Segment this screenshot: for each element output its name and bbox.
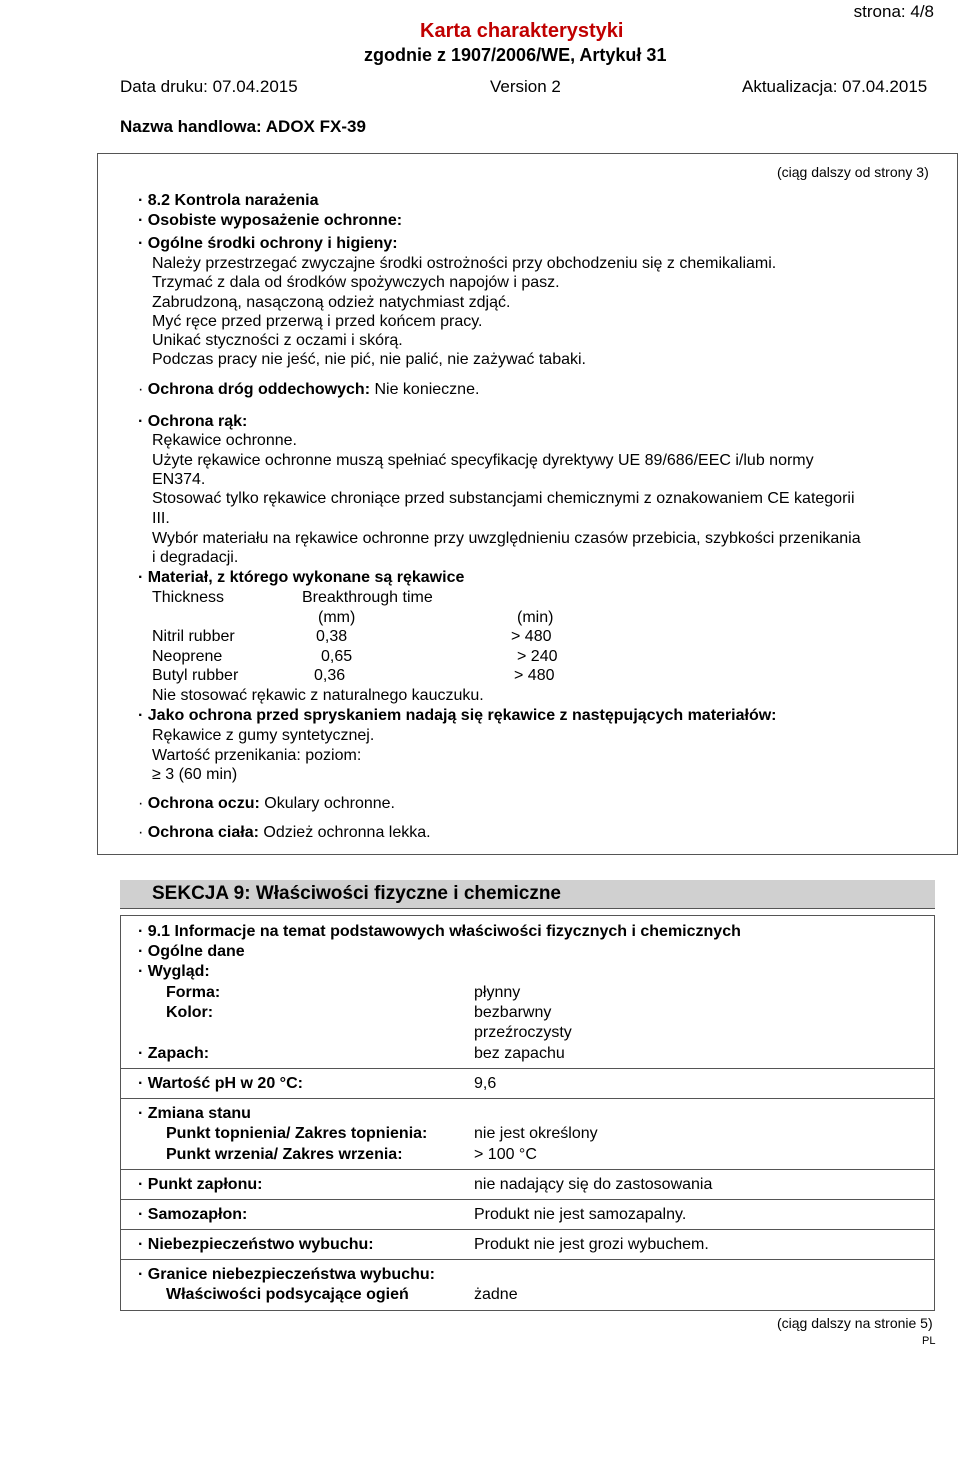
hand-line: Użyte rękawice ochronne muszą spełniać specyfikację dyrektywy UE 89/686/EEC i/lub normy xyxy=(152,452,814,469)
odor-label: Zapach: xyxy=(147,1045,210,1062)
hand-line: III. xyxy=(152,510,170,527)
hygiene-line: Unikać styczności z oczami i skórą. xyxy=(152,332,403,349)
hygiene-line: Trzymać z dala od środków spożywczych napojów i pasz. xyxy=(152,274,560,291)
glove-material-heading: · Materiał, z którego wykonane są rękawice xyxy=(138,569,465,586)
respiratory-value: Nie konieczne. xyxy=(374,381,480,398)
splash-protection-label: Jako ochrona przed spryskaniem nadają się rękawice z następujących materiałów: xyxy=(147,707,777,724)
permeation-level xyxy=(152,766,237,784)
continued-to: (ciąg dalszy na stronie 5) xyxy=(777,1315,933,1331)
section-8-2-heading: · 8.2 Kontrola narażenia xyxy=(138,192,319,209)
flash-point-row: · Punkt zapłonu: xyxy=(138,1176,263,1193)
splash-line: Rękawice z gumy syntetycznej. xyxy=(152,727,375,744)
table-row-thickness: 0,38 xyxy=(316,628,348,645)
divider xyxy=(120,1259,935,1260)
boiling-label: Punkt wrzenia/ Zakres wrzenia: xyxy=(166,1146,403,1163)
boiling-value: > 100 °C xyxy=(474,1146,537,1163)
body-protection-value: Odzież ochronna lekka. xyxy=(263,824,431,841)
general-data-label: Ogólne dane xyxy=(147,943,245,960)
table-row-name: Butyl rubber xyxy=(152,667,239,684)
hand-line: Stosować tylko rękawice chroniące przed substancjami chemicznymi z oznakowaniem CE kategorii xyxy=(152,490,855,507)
explosion-limits-label: Granice niebezpieczeństwa wybuchu: xyxy=(147,1266,435,1283)
hand-protection-heading: · Ochrona rąk: xyxy=(138,413,248,430)
divider xyxy=(120,1068,935,1069)
section-9-1-heading-text: 9.1 Informacje na temat podstawowych właściwości fizycznych i chemicznych xyxy=(147,923,741,940)
table-row-thickness: 0,65 xyxy=(321,648,353,665)
document-title: Karta charakterystyki xyxy=(420,20,624,42)
ppe-heading: · Osobiste wyposażenie ochronne: xyxy=(138,212,403,229)
body-protection-label: Ochrona ciała: xyxy=(147,824,259,841)
hygiene-line: Zabrudzoną, nasączoną odzież natychmiast zdjąć. xyxy=(152,294,511,311)
table-row-time: > 480 xyxy=(511,628,552,645)
hygiene-heading-text: Ogólne środki ochrony i higieny: xyxy=(147,235,398,252)
odor-row: · Zapach: xyxy=(138,1045,210,1062)
hand-protection-text xyxy=(152,432,952,572)
form-label: Forma: xyxy=(166,984,221,1001)
appearance-label: Wygląd: xyxy=(147,963,210,980)
odor-value: bez zapachu xyxy=(474,1045,565,1062)
hygiene-heading: · Ogólne środki ochrony i higieny: xyxy=(138,235,398,252)
table-header-thickness: Thickness xyxy=(152,589,225,606)
respiratory-protection: · Ochrona dróg oddechowych: Nie konieczne. xyxy=(138,381,480,398)
flash-point-value: nie nadający się do zastosowania xyxy=(474,1176,713,1193)
autoignition-row: · Samozapłon: xyxy=(138,1206,248,1223)
hygiene-line: Podczas pracy nie jeść, nie pić, nie palić, nie zażywać tabaki. xyxy=(152,351,586,368)
hand-line: EN374. xyxy=(152,471,206,488)
table-row-name: Neoprene xyxy=(152,648,223,665)
oxidising-value: żadne xyxy=(474,1286,518,1303)
explosion-row: · Niebezpieczeństwo wybuchu: xyxy=(138,1236,374,1253)
explosion-limits-row: · Granice niebezpieczeństwa wybuchu: xyxy=(138,1266,435,1283)
eye-protection-label: Ochrona oczu: xyxy=(147,795,260,812)
greater-equal-symbol: ≥ xyxy=(152,766,161,783)
eye-protection: · Ochrona oczu: Okulary ochronne. xyxy=(138,795,395,812)
glove-material-label: Materiał, z którego wykonane są rękawice xyxy=(147,569,465,586)
oxidising-label: Właściwości podsycające ogień xyxy=(166,1286,409,1303)
appearance-heading: · Wygląd: xyxy=(138,963,210,980)
update-date: Aktualizacja: 07.04.2015 xyxy=(742,77,928,96)
body-protection: · Ochrona ciała: Odzież ochronna lekka. xyxy=(138,824,431,841)
section-9-1-heading: · 9.1 Informacje na temat podstawowych właściwości fizycznych i chemicznych xyxy=(138,923,741,940)
hand-line: i degradacji. xyxy=(152,549,239,566)
hand-protection-label: Ochrona rąk: xyxy=(147,413,248,430)
autoignition-value: Produkt nie jest samozapalny. xyxy=(474,1206,687,1223)
eye-protection-value: Okulary ochronne. xyxy=(264,795,395,812)
divider xyxy=(120,1199,935,1200)
section-9-title: SEKCJA 9: Właściwości fizyczne i chemiczne xyxy=(152,883,561,904)
table-unit-mm: (mm) xyxy=(318,609,356,626)
permeation-value: 3 (60 min) xyxy=(165,766,238,783)
general-data-heading: · Ogólne dane xyxy=(138,943,245,960)
section-8-2-heading-text: 8.2 Kontrola narażenia xyxy=(147,192,319,209)
state-change-label: Zmiana stanu xyxy=(147,1105,251,1122)
language-code: PL xyxy=(922,1335,936,1347)
melting-value: nie jest określony xyxy=(474,1125,598,1142)
hygiene-line: Myć ręce przed przerwą i przed końcem pracy. xyxy=(152,313,483,330)
table-header-breakthrough: Breakthrough time xyxy=(302,589,433,606)
divider xyxy=(120,1098,935,1099)
table-row-time: > 240 xyxy=(517,648,558,665)
version: Version 2 xyxy=(490,77,561,96)
splash-line: Wartość przenikania: poziom: xyxy=(152,747,362,764)
color-value: bezbarwny xyxy=(474,1004,552,1021)
hand-line: Rękawice ochronne. xyxy=(152,432,297,449)
state-change-heading: · Zmiana stanu xyxy=(138,1105,251,1122)
ph-value: 9,6 xyxy=(474,1075,497,1092)
melting-label: Punkt topnienia/ Zakres topnienia: xyxy=(166,1125,428,1142)
print-date: Data druku: 07.04.2015 xyxy=(120,77,298,96)
ph-label: Wartość pH w 20 °C: xyxy=(147,1075,303,1092)
document-subtitle: zgodnie z 1907/2006/WE, Artykuł 31 xyxy=(364,45,667,65)
divider xyxy=(120,1229,935,1230)
hygiene-list xyxy=(152,255,952,375)
color-value-2: przeźroczysty xyxy=(474,1024,572,1041)
table-row-name: Nitril rubber xyxy=(152,628,235,645)
flash-point-label: Punkt zapłonu: xyxy=(147,1176,263,1193)
table-row-thickness: 0,36 xyxy=(314,667,346,684)
form-value: płynny xyxy=(474,984,521,1001)
respiratory-label: Ochrona dróg oddechowych: xyxy=(147,381,371,398)
trade-name: Nazwa handlowa: ADOX FX-39 xyxy=(120,117,366,136)
splash-protection-heading: · Jako ochrona przed spryskaniem nadają się rękawice z następujących materiałów: xyxy=(138,707,777,724)
continued-from: (ciąg dalszy od strony 3) xyxy=(777,164,929,180)
ppe-heading-text: Osobiste wyposażenie ochronne: xyxy=(147,212,403,229)
explosion-label: Niebezpieczeństwo wybuchu: xyxy=(147,1236,374,1253)
table-unit-min: (min) xyxy=(517,609,554,626)
ph-row: · Wartość pH w 20 °C: xyxy=(138,1075,303,1092)
no-latex-note: Nie stosować rękawic z naturalnego kauczuku. xyxy=(152,687,484,704)
color-label: Kolor: xyxy=(166,1004,214,1021)
table-row-time: > 480 xyxy=(514,667,555,684)
divider xyxy=(120,1169,935,1170)
hygiene-line: Należy przestrzegać zwyczajne środki ostrożności przy obchodzeniu się z chemikaliami. xyxy=(152,255,777,272)
glove-table xyxy=(152,589,652,689)
autoignition-label: Samozapłon: xyxy=(147,1206,248,1223)
page-number: strona: 4/8 xyxy=(853,2,934,21)
explosion-value: Produkt nie jest grozi wybuchem. xyxy=(474,1236,709,1253)
hand-line: Wybór materiału na rękawice ochronne przy uwzględnieniu czasów przebicia, szybkości przenikania xyxy=(152,530,861,547)
